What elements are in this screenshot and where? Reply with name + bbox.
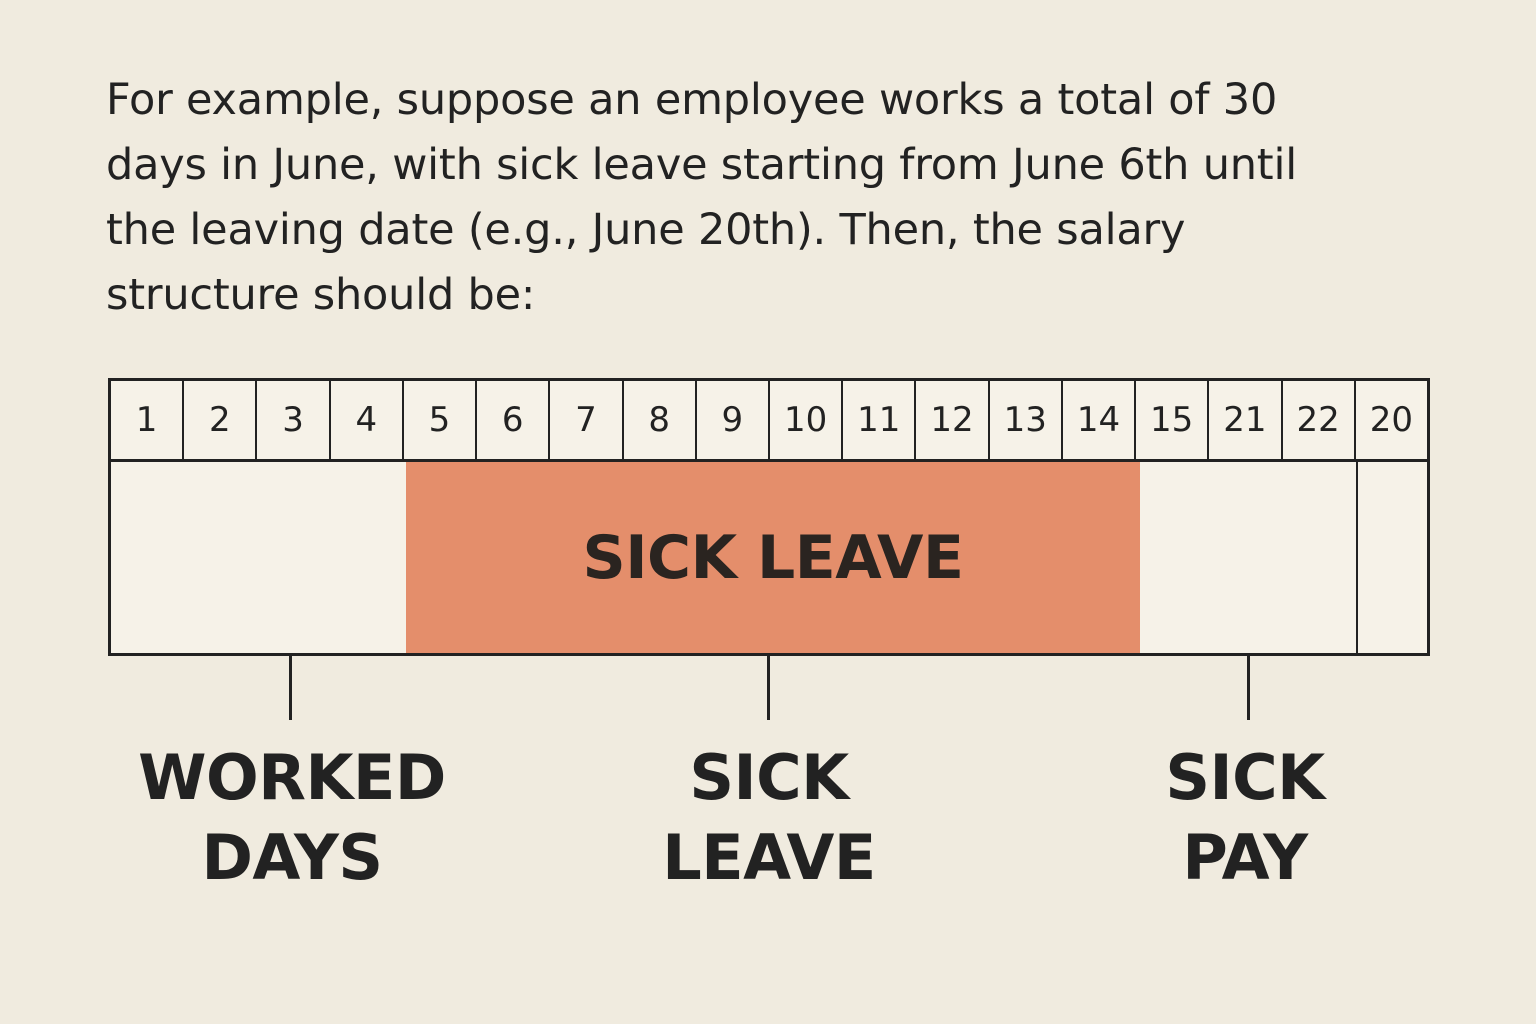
day-cell: 11 [843,381,916,459]
day-cell: 4 [331,381,404,459]
day-cell: 6 [477,381,550,459]
worked-days-caption [92,738,492,898]
sick-leave-caption [569,738,969,898]
day-cell: 5 [404,381,477,459]
sick-pay-connector [1247,656,1250,720]
caption-line: DAYS [201,821,383,894]
caption-line: PAY [1182,821,1308,894]
intro-line: days in June, with sick leave starting from June 6th until [106,140,1297,190]
day-cell: 15 [1136,381,1209,459]
day-cell: 13 [990,381,1063,459]
intro-paragraph [106,68,1436,328]
day-cell: 2 [184,381,257,459]
caption-line: LEAVE [662,821,876,894]
day-cell: 10 [770,381,843,459]
day-cell: 3 [257,381,330,459]
worked-days-band [111,462,406,653]
intro-line: structure should be: [106,270,536,320]
day-cell: 22 [1283,381,1356,459]
sick-pay-caption [1045,738,1445,898]
day-cell: 1 [111,381,184,459]
intro-line: For example, suppose an employee works a total of 30 [106,75,1278,125]
day-cell: 8 [624,381,697,459]
final-day-band [1358,462,1427,653]
day-cell: 14 [1063,381,1136,459]
day-cell: 9 [697,381,770,459]
day-cell: 20 [1356,381,1427,459]
caption-line: SICK [689,741,849,814]
intro-line: the leaving date (e.g., June 20th). Then, the salary [106,205,1186,255]
sick-leave-connector [767,656,770,720]
sick-pay-band [1140,462,1358,653]
sick-leave-band-label: SICK LEAVE [582,522,964,593]
worked-days-connector [289,656,292,720]
day-cell: 7 [550,381,623,459]
salary-timeline [108,378,1430,656]
sick-leave-band [406,462,1140,653]
caption-line: WORKED [138,741,446,814]
day-cell: 21 [1209,381,1282,459]
day-number-row [111,381,1427,462]
caption-line: SICK [1165,741,1325,814]
day-cell: 12 [916,381,989,459]
